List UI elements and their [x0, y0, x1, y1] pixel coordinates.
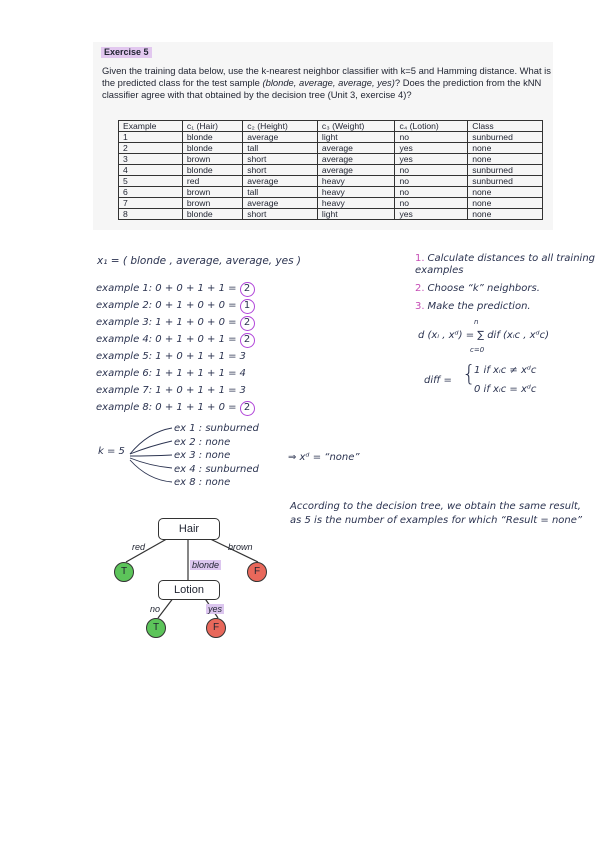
distance-expression: example 6: 1 + 1 + 1 + 1 = [96, 368, 237, 379]
table-cell: none [468, 143, 543, 154]
table-header: c₄ (Lotion) [395, 121, 468, 132]
formula-text: d (xᵢ , xᵈ) = ∑ dif (xᵢc , xᵈc) [418, 330, 550, 341]
distance-value-circled: 2 [240, 282, 255, 297]
distance-row [96, 297, 255, 314]
leaf-false: F [247, 562, 267, 582]
diff-case-2: 0 if xᵢc = xᵈc [474, 384, 537, 395]
edge-label-brown: brown [228, 542, 253, 552]
table-cell: no [395, 187, 468, 198]
table-cell: tall [243, 143, 318, 154]
diff-case-1: 1 if xᵢc ≠ xᵈc [474, 365, 537, 376]
neighbor-item: ex 4 : sunburned [174, 463, 259, 475]
step-item [415, 283, 595, 295]
test-sample: x₁ = ( blonde , average, average, yes ) [97, 255, 302, 267]
table-cell: yes [395, 154, 468, 165]
table-header: Class [468, 121, 543, 132]
neighbor-item: ex 3 : none [174, 450, 231, 461]
distance-value-circled: 1 [240, 299, 255, 314]
table-row [119, 165, 543, 176]
table-cell: 2 [119, 143, 183, 154]
table-row [119, 187, 543, 198]
edge-label-no: no [150, 604, 161, 614]
table-cell: brown [182, 198, 242, 209]
table-row [119, 143, 543, 154]
table-header: Example [119, 121, 183, 132]
sum-upper: n [474, 318, 479, 326]
table-cell: heavy [317, 187, 395, 198]
distance-value-circled: 2 [240, 401, 255, 416]
edge-label-blonde: blonde [192, 560, 220, 570]
diff-label: diff = [424, 375, 452, 386]
table-header: c₂ (Height) [243, 121, 318, 132]
table-cell: average [243, 198, 318, 209]
table-cell: yes [395, 209, 468, 220]
tree-lotion-node: Lotion [158, 580, 220, 600]
distance-value-circled: 2 [240, 333, 255, 348]
table-cell: light [317, 209, 395, 220]
table-cell: none [468, 198, 543, 209]
tree-root-node: Hair [158, 518, 220, 540]
distance-row [96, 365, 255, 382]
edge-label-yes: yes [208, 604, 223, 614]
table-cell: tall [243, 187, 318, 198]
table-row [119, 154, 543, 165]
table-cell: blonde [182, 132, 242, 143]
training-data-table [118, 120, 543, 220]
step-text: Calculate distances to all training examples [415, 253, 596, 276]
exercise-question: Given the training data below, use the k-nearest neighbor classifier with k=5 and Hamming distance. What is the predicted class for the test sample (blonde, average, average, yes)? Does the prediction from the kNN classifier agree with that obtained by the decision tree (Unit 3, exercise 4)? [102, 65, 551, 100]
table-row [119, 209, 543, 220]
distance-expression: example 2: 0 + 1 + 0 + 0 = [96, 300, 237, 311]
table-cell: heavy [317, 198, 395, 209]
table-cell: 8 [119, 209, 183, 220]
table-cell: blonde [182, 165, 242, 176]
sum-lower: c=0 [470, 346, 485, 354]
table-cell: blonde [182, 209, 242, 220]
distance-expression: example 4: 0 + 1 + 0 + 1 = [96, 334, 237, 345]
neighbor-item: ex 8 : none [174, 477, 231, 488]
table-cell: sunburned [468, 165, 543, 176]
table-cell: short [243, 165, 318, 176]
prediction: ⇒ xᵈ = “none” [288, 452, 360, 463]
table-cell: yes [395, 143, 468, 154]
decision-tree [102, 508, 280, 653]
table-cell: average [243, 132, 318, 143]
distance-expression: example 3: 1 + 1 + 0 + 0 = [96, 317, 237, 328]
distance-expression: example 8: 0 + 1 + 1 + 0 = [96, 402, 237, 413]
edge-label-red: red [132, 542, 146, 552]
table-cell: heavy [317, 176, 395, 187]
distance-expression: example 7: 1 + 0 + 1 + 1 = [96, 385, 237, 396]
k-label: k = 5 [98, 446, 125, 457]
table-cell: 7 [119, 198, 183, 209]
neighbor-item: ex 1 : sunburned [174, 423, 259, 434]
step-text: Make the prediction. [427, 301, 531, 312]
step-item [415, 301, 595, 313]
step-number: 2. [415, 283, 425, 294]
table-cell: 3 [119, 154, 183, 165]
knn-steps [415, 253, 595, 319]
distance-value-circled: 2 [240, 316, 255, 331]
table-cell: none [468, 154, 543, 165]
table-cell: 6 [119, 187, 183, 198]
table-cell: 5 [119, 176, 183, 187]
neighbor-arrows [128, 420, 178, 492]
step-number: 3. [415, 301, 425, 312]
neighbor-item: ex 2 : none [174, 436, 231, 448]
table-cell: average [243, 176, 318, 187]
distance-expression: example 1: 0 + 0 + 1 + 1 = [96, 283, 237, 294]
distance-value: 3 [239, 385, 246, 396]
distance-value: 4 [239, 368, 246, 379]
table-cell: none [468, 209, 543, 220]
table-row [119, 176, 543, 187]
table-header: c₁ (Hair) [182, 121, 242, 132]
table-cell: sunburned [468, 132, 543, 143]
distance-row [96, 280, 255, 297]
leaf-true: T [114, 562, 134, 582]
step-item [415, 253, 595, 277]
leaf-false-lotion: F [206, 618, 226, 638]
distance-list [96, 280, 255, 416]
table-cell: no [395, 165, 468, 176]
table-cell: light [317, 132, 395, 143]
distance-row [96, 331, 255, 348]
table-header: c₃ (Weight) [317, 121, 395, 132]
distance-row [96, 314, 255, 331]
distance-value: 3 [239, 351, 246, 362]
conclusion-text: According to the decision tree, we obtain the same result, as 5 is the number of examples for which “Result = none” [290, 501, 583, 526]
table-cell: brown [182, 154, 242, 165]
exercise-title: Exercise 5 [101, 47, 152, 58]
distance-row [96, 399, 255, 416]
leaf-true-lotion: T [146, 618, 166, 638]
distance-row [96, 348, 255, 365]
table-cell: no [395, 132, 468, 143]
table-row [119, 198, 543, 209]
table-cell: blonde [182, 143, 242, 154]
table-cell: red [182, 176, 242, 187]
diff-brace: { [462, 362, 476, 387]
table-cell: short [243, 209, 318, 220]
table-cell: sunburned [468, 176, 543, 187]
step-text: Choose “k” neighbors. [427, 283, 540, 294]
table-cell: no [395, 176, 468, 187]
table-cell: no [395, 198, 468, 209]
table-cell: average [317, 165, 395, 176]
table-cell: 1 [119, 132, 183, 143]
step-number: 1. [415, 253, 425, 264]
distance-row [96, 382, 255, 399]
table-cell: brown [182, 187, 242, 198]
table-cell: none [468, 187, 543, 198]
table-row [119, 132, 543, 143]
distance-expression: example 5: 1 + 0 + 1 + 1 = [96, 351, 237, 362]
table-cell: 4 [119, 165, 183, 176]
table-cell: average [317, 154, 395, 165]
table-cell: short [243, 154, 318, 165]
table-cell: average [317, 143, 395, 154]
